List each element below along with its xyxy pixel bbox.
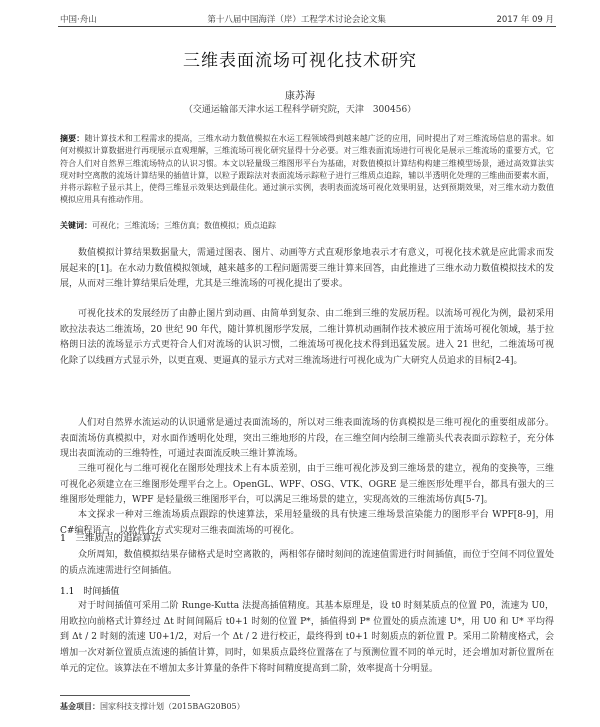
abstract-text: 随计算技术和工程需求的提高，三维水动力数值模拟在水运工程领域得到越来越广泛的应用，同时提出了对三维流场信息的需求。如何对模拟计算数据进行再现展示直观理解，三维流场可视化研究显得十分必要。对三维表面流场进行可视化是展示三维流场的重要方式，它符合人们对自然界三维流场特点的认识习惯。本文以轻量级三维图形平台为基础，对数值模拟计算结构构建三维模型场景，通过高效算法实现对时空离散的流场计算结果的插值计算，以粒子跟踪法对表面流场示踪粒子进行三维质点追踪，辅以半透明化处理的三维曲面要素水面，并将示踪粒子显示其上，使得三维显示效果达到最佳化。通过演示实例，表明表面流场可视化效果明显，达到预期效果，对三维水动力数值模拟应用具有推动作用。	[60, 134, 555, 205]
body-paragraph-7: 对于时间插值可采用二阶 Runge-Kutta 法提高插值精度。其基本原理是，设 t0 时刻某质点的位置 P0，流速为 U0，用欧拉向前格式计算经过 Δt 时间间隔后 t0+1 时刻的位置 P*，插值得到 P* 位置处的质点流速 U*，用 U0 和 U* 平均得到 Δt / 2 时刻的流速 U0+1/2，对后一个 Δt / 2 进行校正，最终得到 t0+1 时刻质点的新位置 P。采用二阶精度格式，会增加一次对新位置质点流速的插值计算，同时，如果质点最终位置落在了与预测位置不同的单元时，还会增加对新位置所在单元的定位。该算法在不增加太多计算量的条件下将时间精度提高到二阶，效率提高十分明显。	[60, 601, 554, 674]
header-location: 中国·舟山	[60, 15, 97, 25]
keywords-label: 关键词：	[60, 220, 92, 230]
footnote-label: 基金项目：	[60, 701, 100, 711]
footnote-text: 国家科技支撑计划（2015BAG20B05）	[100, 702, 245, 711]
funding-footnote	[60, 701, 245, 712]
body-paragraph-3: 人们对自然界水流运动的认识通常是通过表面流场的，所以对三维表面流场的仿真模拟是三维可视化的重要组成部分。表面流场仿真模拟中，对水面作透明化处理，突出三维地形的片段，在三维空间内绘制三维箭头代表表面示踪粒子，充分体现出表面流动的三维特性，可通过表面流反映三维计算流场。	[60, 418, 554, 460]
header-rule	[58, 26, 556, 27]
body-paragraph-1: 数值模拟计算结果数据量大，需通过图表、图片、动画等方式直观形象地表示才有意义，可视化技术就是应此需求而发展起来的[1]。在水动力数值模拟领域，越来越多的工程问题需要三维计算来回答，由此推进了三维水动力数值模拟技术的发展，从而对三维计算结果后处理，尤其是三维流场的可视化提出了要求。	[60, 248, 554, 290]
paper-author: 康苏海	[285, 91, 315, 102]
body-paragraph-4: 三维可视化与二维可视化在图形处理技术上有本质差别，由于三维可视化涉及到三维场景的建立，视角的变换等，三维可视化必须建立在三维图形处理平台之上。OpenGL、WPF、OSG、VTK、OGRE 是三维医形处理平台，都具有强大的三维图形处理能力，WPF 是轻量级三维图形平台，可以满足三维场景的建立，实现高效的三维流场仿真[5-7]。	[60, 464, 554, 506]
header-proceedings: 第十八届中国海洋（岸）工程学术讨论会论文集	[207, 15, 386, 25]
keywords-text: 可视化；三维流场；三维仿真；数值模拟；质点追踪	[92, 221, 276, 230]
paper-title: 三维表面流场可视化技术研究	[183, 51, 417, 71]
body-paragraph-5: 本文探求一种对三维流场质点跟踪的快速算法，采用轻量级的具有快速三维场景渲染能力的图形平台 WPF[8-9]，用 C#编程语言，以软件化方式实现对三维表面流场的可视化。	[60, 510, 554, 536]
body-paragraph-6: 众所周知，数值模拟结果存储格式是时空离散的，两相邻存储时刻间的流速值需进行时间插值，而位于空间不同位置处的质点流速需进行空间插值。	[60, 550, 554, 576]
abstract	[60, 132, 554, 207]
section-heading-1: 1 三维质点的追踪算法	[60, 533, 162, 544]
keywords	[60, 219, 554, 232]
author-affiliation: （交通运输部天津水运工程科学研究院，天津 300456）	[183, 105, 417, 115]
body-paragraph-2: 可视化技术的发展经历了由静止图片到动画、由简单到复杂、由二维到三维的发展历程。以流场可视化为例，最初采用欧拉法表达二维流场，20 世纪 90 年代，随计算机图形学发展，二维计算机动画制作技术被应用于流场可视化领域，基于拉格朗日法的流场显示方式更符合人们对流场的认识习惯，二维流场可视化技术得到迅猛发展。进入 21 世纪，二维流场可视化除了以线画方式显示外，以更直观、更逼真的显示方式对三维流场进行可视化成为广大研究人员追求的目标[2-4]。	[60, 309, 554, 367]
running-header	[60, 13, 554, 25]
abstract-label: 摘要：	[60, 133, 85, 143]
footnote-rule	[60, 695, 190, 696]
header-date: 2017 年 09 月	[496, 15, 554, 25]
subsection-heading-1-1: 1.1 时间插值	[60, 587, 120, 597]
